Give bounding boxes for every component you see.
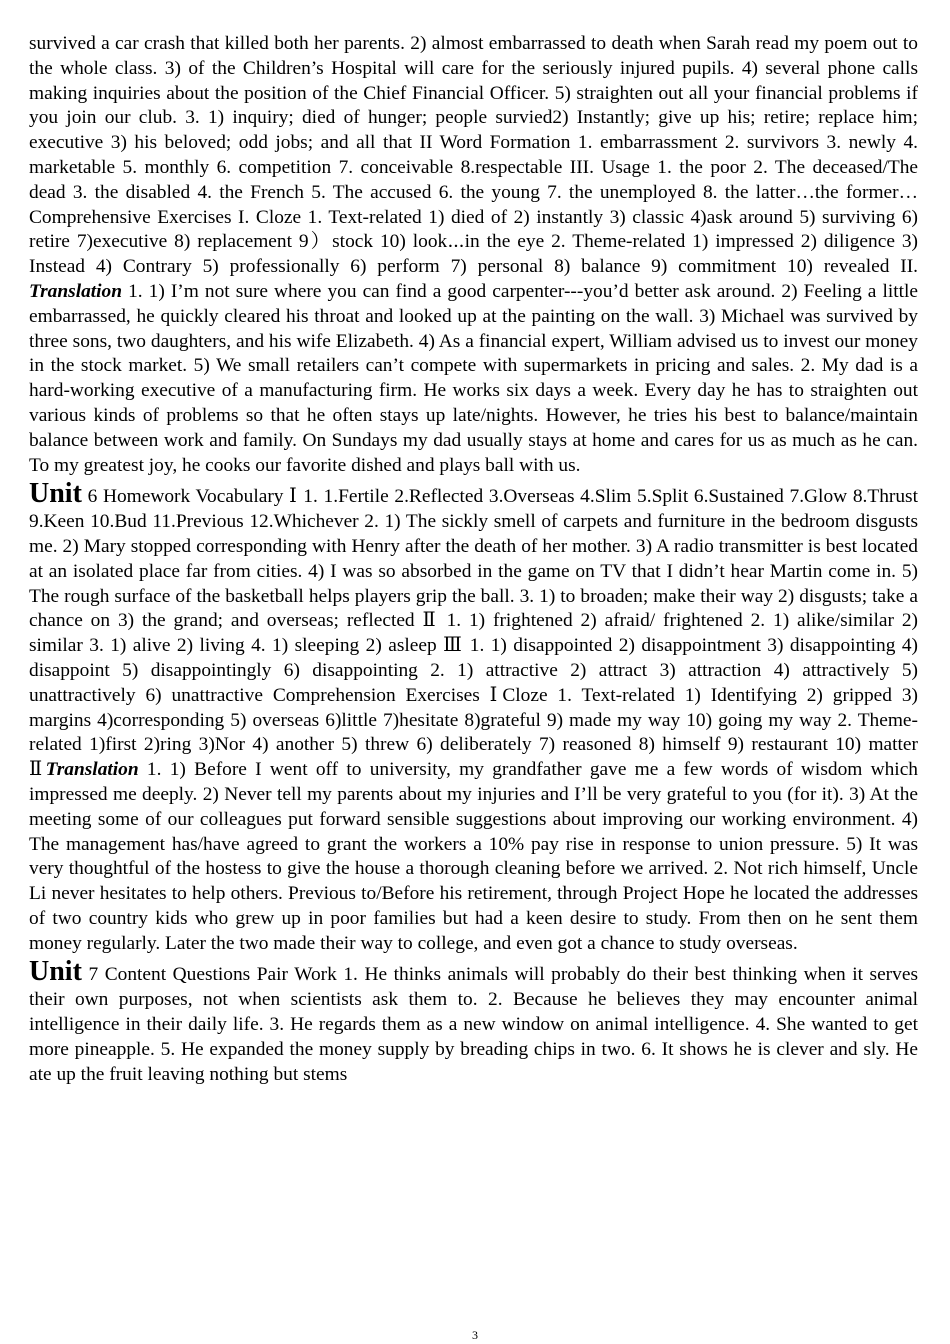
unit-heading: Unit: [29, 478, 82, 510]
unit-heading: Unit: [29, 956, 82, 988]
paragraph-text: 6 Homework Vocabulary Ⅰ 1. 1.Fertile 2.Reflected 3.Overseas 4.Slim 5.Split 6.Sustained 7.Glow 8.Thrust 9.Keen 10.Bud 11.Previous 12.Whichever 2. 1) The sickly smell of carpets and furniture in the bedroom disgusts me. 2) Mary stopped corresponding with Henry after the death of her mother. 3) A radio transmitter is best located at an isolated place far from cities. 4) I was so absorbed in the game on TV that I didn’t hear Martin come in. 5) The rough surface of the basketball helps players grip the ball. 3. 1) to broaden; make their way 2) disgusts; take a chance on 3) the grand; and overseas; reflected Ⅱ 1. 1) frightened 2) afraid/ frightened 2. 1) alike/similar 2) similar 3. 1) alive 2) living 4. 1) sleeping 2) asleep Ⅲ 1. 1) disappointed 2) disappointment 3) disappointing 4) disappoint 5) disappointingly 6) disappointing 2. 1) attractive 2) attract 3) attraction 4) attractively 5) unattractively 6) unattractive Comprehension Exercises ⅠCloze 1. Text-related 1) Identifying 2) gripped 3) margins 4)corresponding 5) overseas 6)little 7)hesitate 8)grateful 9) made my way 10) going my way 2. Theme-related 1)first 2)ring 3)Nor 4) another 5) threw 6) deliberately 7) reasoned 8) himself 9) restaurant 10) matter Ⅱ: [29, 486, 918, 781]
paragraph-text: 7 Content Questions Pair Work 1. He thinks animals will probably do their best thinking when it serves their own purposes, not when scientists ask them to. 2. Because he believes they may encounter animal intelligence in their daily life. 3. He regards them as a new window on animal intelligence. 4. She wanted to get more pineapple. 5. He expanded the money supply by breading chips in two. 6. It shows he is clever and sly. He ate up the fruit leaving nothing but stems: [29, 964, 918, 1085]
page-number: 3: [472, 1328, 478, 1342]
answer-key-paragraph-unit6: [29, 478, 918, 956]
paragraph-text: survived a car crash that killed both her parents. 2) almost embarrassed to death when Sarah read my poem out to the whole class. 3) of the Children’s Hospital will care for the seriously injured pupils. 4) several phone calls making inquiries about the position of the Chief Financial Officer. 5) straighten out all your financial problems if you join our club. 3. 1) inquiry; died of hunger; people survied2) Instantly; give up his; retire; replace him; executive 3) his beloved; odd jobs; and all that II Word Formation 1. embarrassment 2. survivors 3. newly 4. marketable 5. monthly 6. competition 7. conceivable 8.respectable III. Usage 1. the poor 2. The deceased/The dead 3. the disabled 4. the French 5. The accused 6. the young 7. the unemployed 8. the latter…the former… Comprehensive Exercises I. Cloze 1. Text-related 1) died of 2) instantly 3) classic 4)ask around 5) surviving 6) retire 7)executive 8) replacement 9）stock 10) look⋯in the eye 2. Theme-related 1) impressed 2) diligence 3) Instead 4) Contrary 5) professionally 6) perform 7) personal 8) balance 9) commitment 10) revealed II.: [29, 33, 918, 278]
translation-label: Translation: [29, 280, 123, 302]
paragraph-text: 1. 1) I’m not sure where you can find a good carpenter---you’d better ask around. 2) Feeling a little embarrassed, he quickly cleared his throat and looked up at the painting on the wall. 3) Michael was survived by three sons, two daughters, and his wife Elizabeth. 4) As a financial expert, William advised us to invest our money in the stock market. 5) We small retailers can’t compete with supermarkets in pricing and sales. 2. My dad is a hard-working executive of a manufacturing firm. He works six days a week. Every day he has to straighten out various kinds of problems so that he often stays up late/nights. However, he tries his best to balance/maintain balance between work and family. On Sundays my dad usually stays at home and cares for us as much as he can. To my greatest joy, he cooks our favorite dished and plays ball with us.: [29, 280, 918, 476]
answer-key-paragraph-unit5: [29, 32, 918, 478]
paragraph-text: 1. 1) Before I went off to university, my grandfather gave me a few words of wisdom which impressed me deeply. 2) Never tell my parents about my injuries and I’ll be very grateful to you (for it). 3) At the meeting some of our colleagues put forward sensible suggestions about improving our working environment. 4) The management has/have agreed to grant the workers a 10% pay rise in response to union pressure. 5) It was very thoughtful of the hostess to give the house a thorough cleaning before we arrived. 2. Not rich himself, Uncle Li never hesitates to help others. Previous to/Before his retirement, through Project Hope he located the addresses of two country kids who grew up in poor families but had a keen desire to study. From then on he sent them money regularly. Later the two made their way to college, and even got a chance to study overseas.: [29, 759, 918, 954]
answer-key-paragraph-unit7: [29, 956, 918, 1087]
translation-label: Translation: [45, 759, 139, 781]
